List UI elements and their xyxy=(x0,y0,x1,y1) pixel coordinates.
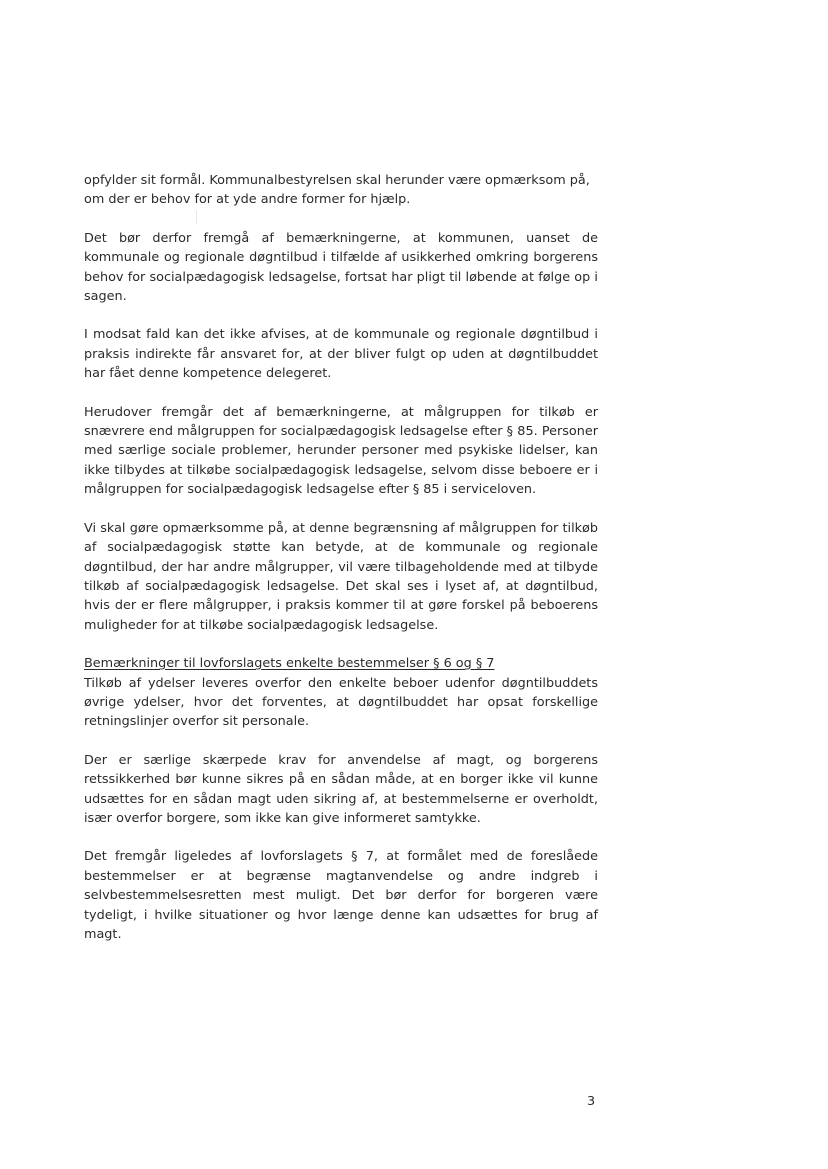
paragraph-1: opfylder sit formål. Kommunalbestyrelsen skal herunder være opmærksom på, om der er behov for at yde andre former for hjælp. xyxy=(84,173,590,208)
section-heading: Bemærkninger til lovforslagets enkelte bestemmelser § 6 og § 7 xyxy=(84,656,495,672)
body-text xyxy=(84,171,598,944)
paragraph-2: Det bør derfor fremgå af bemærkningerne, at kommunen, uanset de kommunale og regionale døgntilbud i tilfælde af usikkerhed omkring borgerens behov for socialpædagogisk ledsagelse, fortsat har pligt til løbende at følge op i sagen. xyxy=(84,230,598,305)
section-bemaerkninger xyxy=(84,654,598,944)
section-first-block xyxy=(84,654,598,732)
paragraph-3: I modsat fald kan det ikke afvises, at de kommunale og regionale døgntilbud i praksis indirekte får ansvaret for, at der bliver fulgt op uden at døgntilbuddet har fået denne kompetence delegeret. xyxy=(84,327,598,382)
page-number: 3 xyxy=(587,1094,596,1109)
section-paragraph-1: Tilkøb af ydelser leveres overfor den enkelte beboer udenfor døgntilbuddets øvrige ydelser, hvor det forventes, at døgntilbuddet har opsat forskellige retningslinjer overfor sit personale. xyxy=(84,675,598,730)
section-paragraph-2: Der er særlige skærpede krav for anvendelse af magt, og borgerens retssikkerhed bør kunne sikres på en sådan måde, at en borger ikke vil kunne udsættes for en sådan magt uden sikring af, at bestemmelserne er overholdt, især overfor borgere, som ikke kan give informeret samtykke. xyxy=(84,752,598,826)
section-paragraph-3: Det fremgår ligeledes af lovforslagets § 7, at formålet med de foreslåede bestemmelser er at begrænse magtanvendelse og andre indgreb i selvbestemmelsesretten mest muligt. Det bør derfor for borgeren være tydeligt, i hvilke situationer og hvor længe denne kan udsættes for brug af magt. xyxy=(84,849,598,942)
paragraph-4: Herudover fremgår det af bemærkningerne, at målgruppen for tilkøb er snævrere end målgruppen for socialpædagogisk ledsagelse efter § 85. Personer med særlige sociale problemer, herunder personer med psykiske lidelser, kan ikke tilbydes at tilkøbe socialpædagogisk ledsagelse, selvom disse beboere er i målgruppen for socialpædagogisk ledsagelse efter § 85 i serviceloven. xyxy=(84,404,598,498)
paragraph-5: Vi skal gøre opmærksomme på, at denne begrænsning af målgruppen for tilkøb af socialpædagogisk støtte kan betyde, at de kommunale og regionale døgntilbud, der har andre målgrupper, vil være tilbageholdende med at tilbyde tilkøb af socialpædagogisk ledsagelse. Det skal ses i lyset af, at døgntilbud, hvis der er flere målgrupper, i praksis kommer til at gøre forskel på beboerens muligheder for at tilkøbe socialpædagogisk ledsagelse. xyxy=(84,520,598,633)
